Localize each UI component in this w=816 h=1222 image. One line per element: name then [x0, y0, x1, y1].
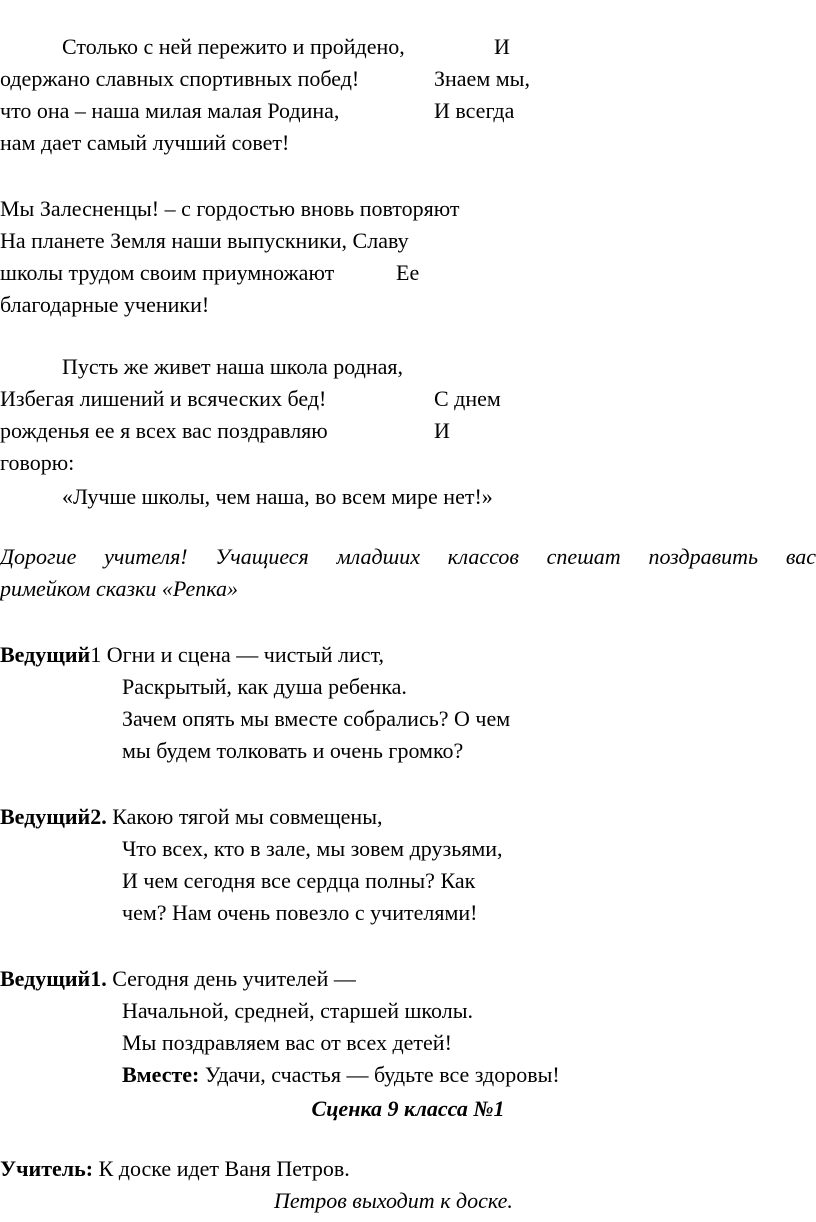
line-text: Сегодня день учителей —	[112, 966, 356, 991]
dialogue-line	[0, 966, 356, 992]
dialogue-line	[0, 804, 382, 830]
poem-line: одержано славных спортивных побед!	[0, 66, 360, 91]
poem-line: И	[434, 418, 450, 443]
intro-line: римейком сказки «Репка»	[0, 576, 238, 601]
intro-line: Дорогие учителя! Учащиеся младших классов спешат поздравить вас	[0, 544, 816, 569]
poem-line: нам дает самый лучший совет!	[0, 130, 290, 155]
dialogue-line: чем? Нам очень повезло с учителями!	[122, 900, 478, 925]
speaker-label: Ведущий2.	[0, 804, 107, 829]
poem-line: И	[494, 34, 510, 59]
poem-line: С днем	[434, 386, 501, 411]
poem-line: И всегда	[434, 98, 515, 123]
speaker-number: 1	[90, 642, 102, 667]
poem-line: говорю:	[0, 450, 75, 475]
scene-title: Сценка 9 класса №1	[311, 1096, 505, 1121]
speaker-label: Ведущий1.	[0, 966, 107, 991]
poem-line: что она – наша милая малая Родина,	[0, 98, 340, 123]
poem-line: Избегая лишений и всяческих бед!	[0, 386, 327, 411]
poem-line: На планете Земля наши выпускники, Славу	[0, 228, 409, 253]
line-text: Удачи, счастья — будьте все здоровы!	[204, 1062, 560, 1087]
speaker-label: Учитель:	[0, 1156, 94, 1181]
together-label: Вместе:	[122, 1062, 200, 1087]
dialogue-line: мы будем толковать и очень громко?	[122, 738, 464, 763]
dialogue-line: И чем сегодня все сердца полны? Как	[122, 868, 476, 893]
poem-line: благодарные ученики!	[0, 292, 210, 317]
dialogue-line: Мы поздравляем вас от всех детей!	[122, 1030, 452, 1055]
dialogue-line	[122, 1062, 560, 1088]
line-text: К доске идет Ваня Петров.	[98, 1156, 350, 1181]
speaker-label: Ведущий	[0, 642, 91, 667]
stage-direction: Петров выходит к доске.	[274, 1188, 513, 1213]
dialogue-line: Раскрытый, как душа ребенка.	[122, 674, 407, 699]
poem-line: Мы Залесненцы! – с гордостью вновь повторяют	[0, 196, 460, 221]
poem-line: «Лучше школы, чем наша, во всем мире нет!»	[62, 484, 493, 509]
poem-line: Знаем мы,	[434, 66, 530, 91]
poem-line: школы трудом своим приумножают	[0, 260, 335, 285]
line-text: Какою тягой мы совмещены,	[112, 804, 383, 829]
line-text: Огни и сцена — чистый лист,	[106, 642, 385, 667]
poem-line: Пусть же живет наша школа родная,	[62, 354, 404, 379]
dialogue-line	[0, 642, 384, 668]
dialogue-line	[0, 1156, 350, 1182]
dialogue-line: Зачем опять мы вместе собрались? О чем	[122, 706, 511, 731]
poem-line: Ее	[396, 260, 420, 285]
poem-line: Столько с ней пережито и пройдено,	[62, 34, 405, 59]
dialogue-line: Что всех, кто в зале, мы зовем друзьями,	[122, 836, 503, 861]
dialogue-line: Начальной, средней, старшей школы.	[122, 998, 473, 1023]
poem-line: рожденья ее я всех вас поздравляю	[0, 418, 328, 443]
